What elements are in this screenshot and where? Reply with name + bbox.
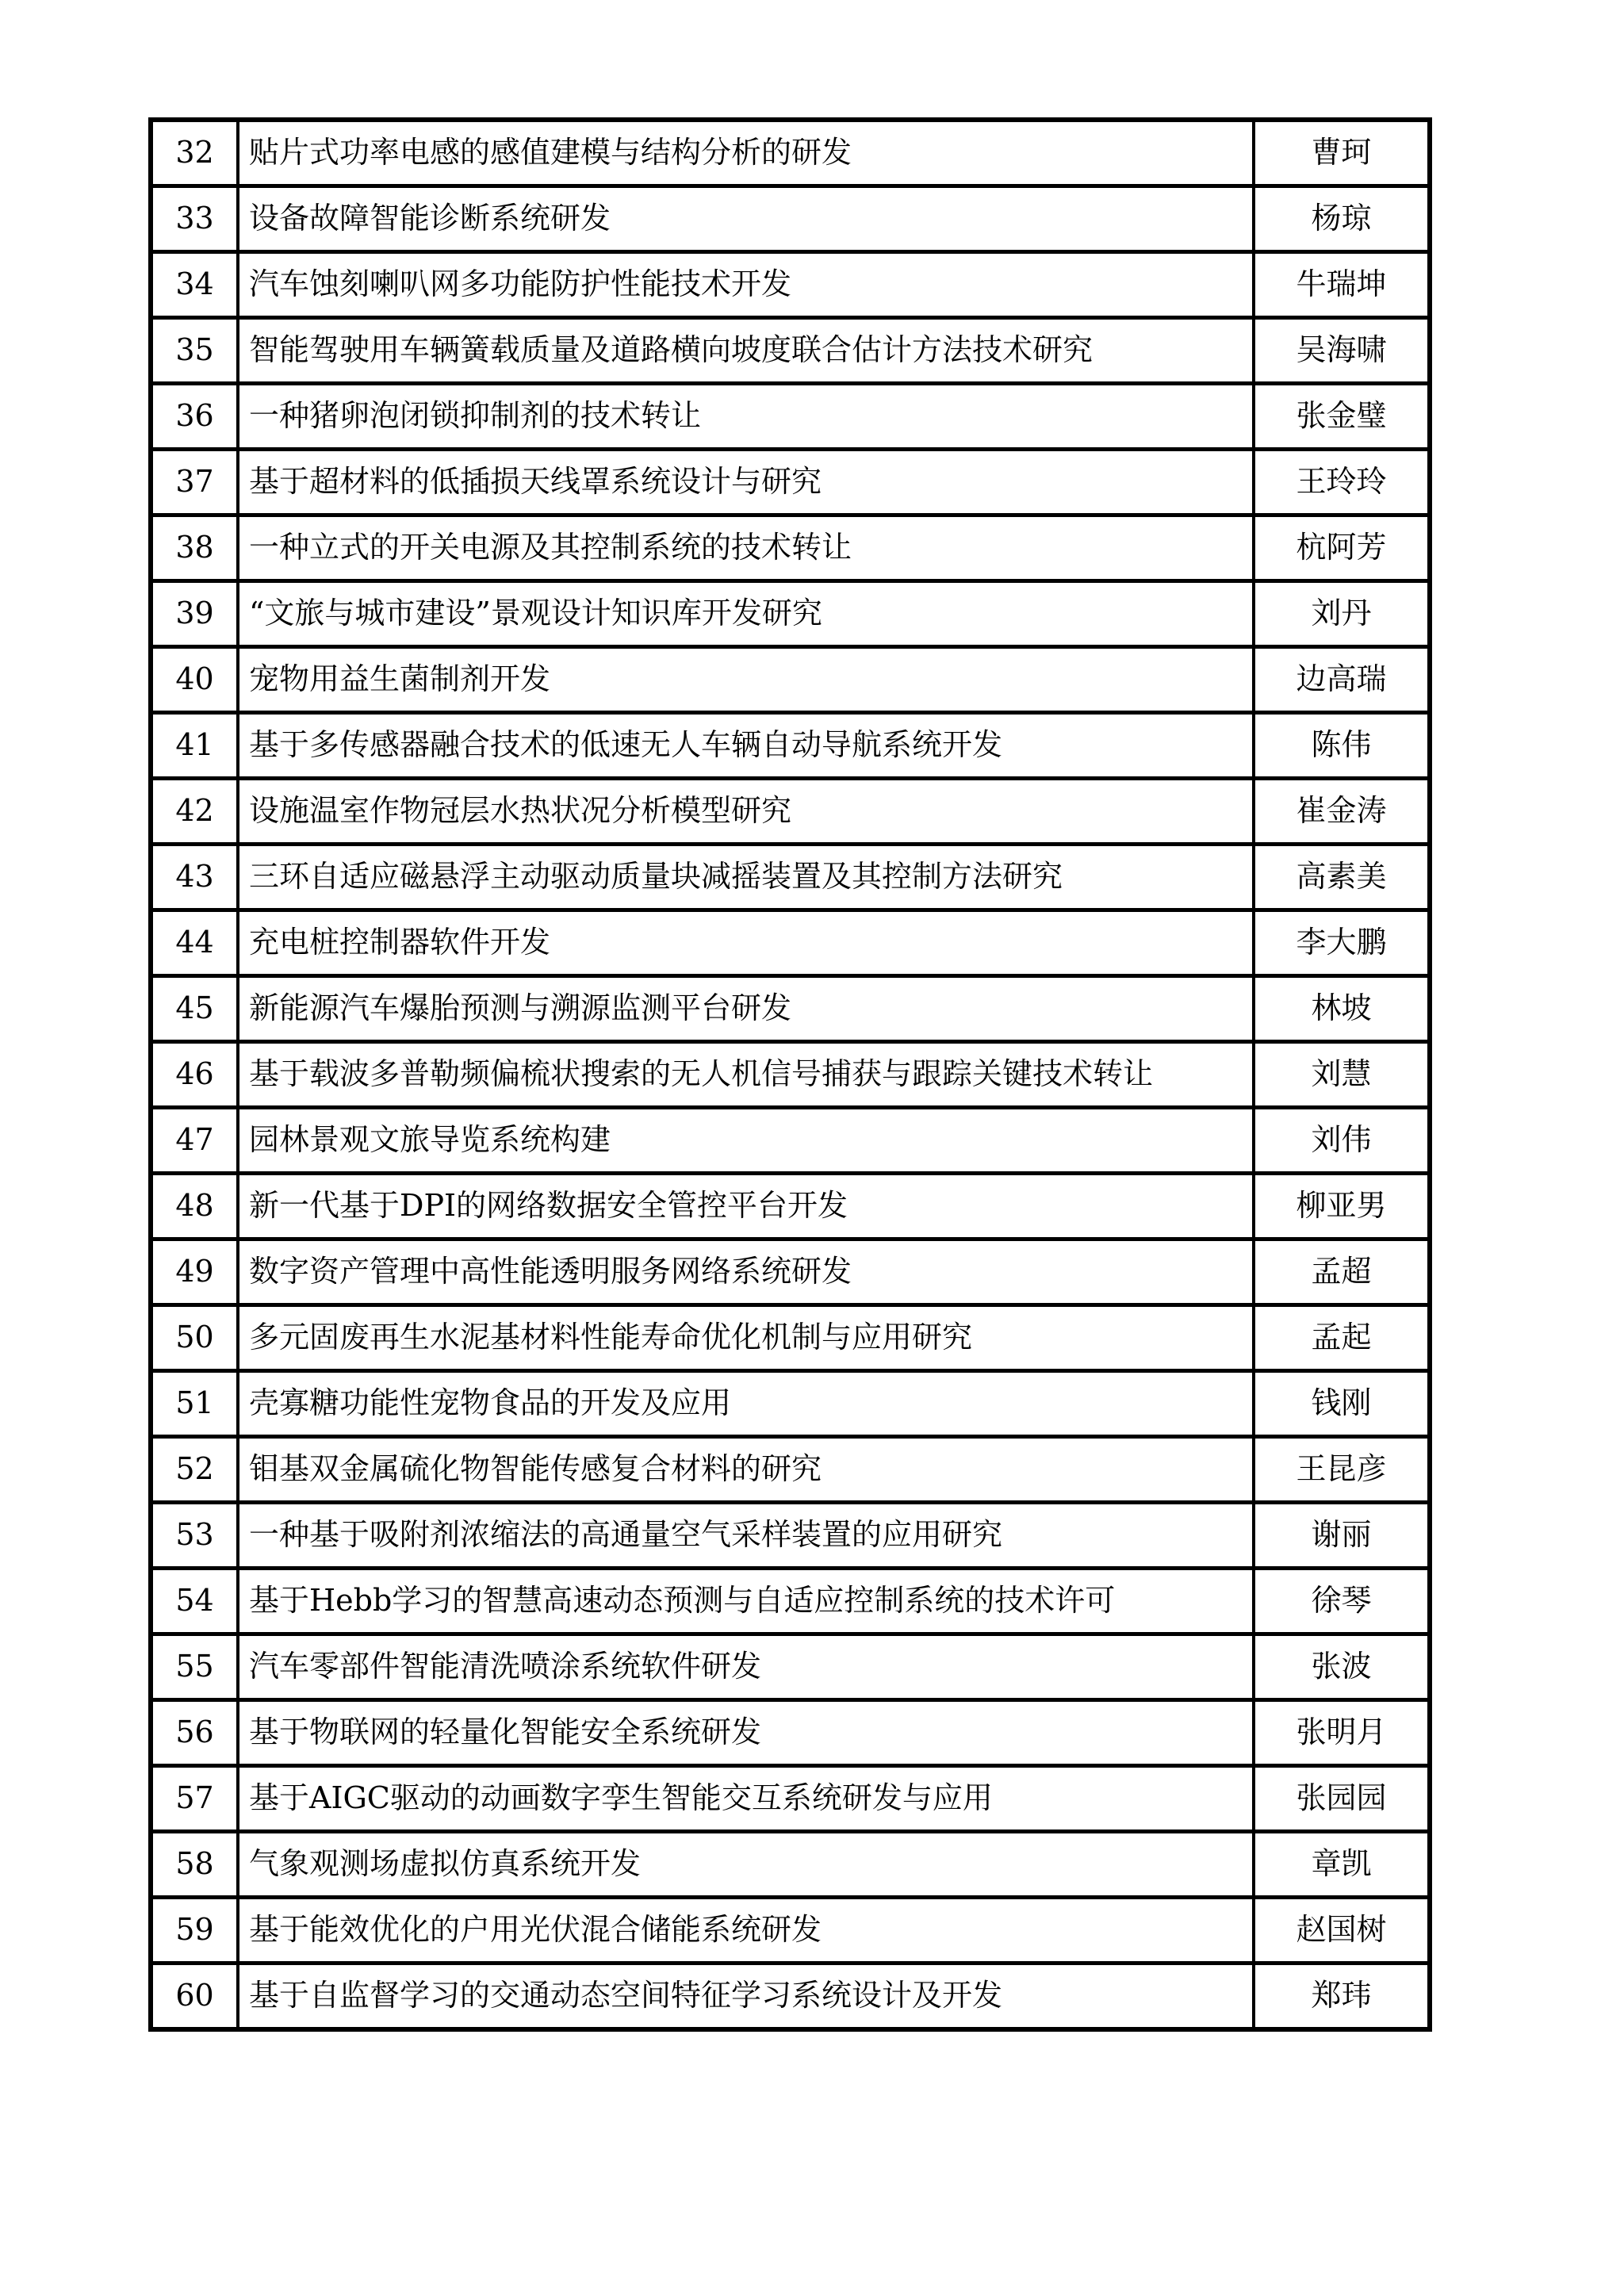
table-row: [151, 1371, 1430, 1437]
project-title-cell: 一种基于吸附剂浓缩法的高通量空气采样装置的应用研究: [238, 1503, 1254, 1569]
project-title-cell: 智能驾驶用车辆簧载质量及道路横向坡度联合估计方法技术研究: [238, 318, 1254, 384]
owner-name-cell: 钱刚: [1254, 1371, 1430, 1437]
project-title-cell: 汽车零部件智能清洗喷涂系统软件研发: [238, 1634, 1254, 1700]
table-row: [151, 318, 1430, 384]
row-number-cell: 57: [151, 1766, 238, 1832]
project-title-cell: 宠物用益生菌制剂开发: [238, 647, 1254, 713]
owner-name-cell: 徐琴: [1254, 1569, 1430, 1634]
table-row: [151, 976, 1430, 1042]
owner-name-cell: 牛瑞坤: [1254, 252, 1430, 318]
table-row: [151, 450, 1430, 515]
owner-name-cell: 张金璧: [1254, 384, 1430, 450]
row-number-cell: 42: [151, 779, 238, 845]
row-number-cell: 56: [151, 1700, 238, 1766]
owner-name-cell: 刘伟: [1254, 1108, 1430, 1174]
row-number-cell: 49: [151, 1239, 238, 1305]
table-row: [151, 1108, 1430, 1174]
table-row: [151, 1634, 1430, 1700]
row-number-cell: 39: [151, 581, 238, 647]
table-row: [151, 384, 1430, 450]
owner-name-cell: 杨琼: [1254, 186, 1430, 252]
project-title-cell: 贴片式功率电感的感值建模与结构分析的研发: [238, 120, 1254, 186]
projects-table-body: [151, 120, 1430, 2029]
project-title-cell: 新一代基于DPI的网络数据安全管控平台开发: [238, 1174, 1254, 1239]
row-number-cell: 48: [151, 1174, 238, 1239]
owner-name-cell: 章凯: [1254, 1832, 1430, 1898]
row-number-cell: 43: [151, 845, 238, 910]
table-row: [151, 1239, 1430, 1305]
project-title-cell: 钼基双金属硫化物智能传感复合材料的研究: [238, 1437, 1254, 1503]
project-title-cell: 气象观测场虚拟仿真系统开发: [238, 1832, 1254, 1898]
project-title-cell: 基于Hebb学习的智慧高速动态预测与自适应控制系统的技术许可: [238, 1569, 1254, 1634]
table-row: [151, 1174, 1430, 1239]
table-row: [151, 1898, 1430, 1964]
row-number-cell: 36: [151, 384, 238, 450]
row-number-cell: 54: [151, 1569, 238, 1634]
project-title-cell: 基于载波多普勒频偏梳状搜索的无人机信号捕获与跟踪关键技术转让: [238, 1042, 1254, 1108]
owner-name-cell: 崔金涛: [1254, 779, 1430, 845]
owner-name-cell: 杭阿芳: [1254, 515, 1430, 581]
table-row: [151, 713, 1430, 779]
row-number-cell: 34: [151, 252, 238, 318]
row-number-cell: 59: [151, 1898, 238, 1964]
project-title-cell: 设施温室作物冠层水热状况分析模型研究: [238, 779, 1254, 845]
owner-name-cell: 柳亚男: [1254, 1174, 1430, 1239]
project-title-cell: 多元固废再生水泥基材料性能寿命优化机制与应用研究: [238, 1305, 1254, 1371]
table-row: [151, 252, 1430, 318]
table-row: [151, 1437, 1430, 1503]
row-number-cell: 32: [151, 120, 238, 186]
row-number-cell: 45: [151, 976, 238, 1042]
row-number-cell: 47: [151, 1108, 238, 1174]
owner-name-cell: 孟超: [1254, 1239, 1430, 1305]
owner-name-cell: 王玲玲: [1254, 450, 1430, 515]
table-row: [151, 1569, 1430, 1634]
row-number-cell: 60: [151, 1964, 238, 2030]
owner-name-cell: 曹珂: [1254, 120, 1430, 186]
table-row: [151, 845, 1430, 910]
owner-name-cell: 郑玮: [1254, 1964, 1430, 2030]
row-number-cell: 44: [151, 910, 238, 976]
row-number-cell: 41: [151, 713, 238, 779]
owner-name-cell: 刘丹: [1254, 581, 1430, 647]
row-number-cell: 52: [151, 1437, 238, 1503]
projects-table: [148, 117, 1432, 2032]
table-row: [151, 1503, 1430, 1569]
owner-name-cell: 吴海啸: [1254, 318, 1430, 384]
project-title-cell: 三环自适应磁悬浮主动驱动质量块减摇装置及其控制方法研究: [238, 845, 1254, 910]
owner-name-cell: 王昆彦: [1254, 1437, 1430, 1503]
project-title-cell: 基于超材料的低插损天线罩系统设计与研究: [238, 450, 1254, 515]
project-title-cell: 壳寡糖功能性宠物食品的开发及应用: [238, 1371, 1254, 1437]
project-title-cell: 充电桩控制器软件开发: [238, 910, 1254, 976]
owner-name-cell: 高素美: [1254, 845, 1430, 910]
row-number-cell: 37: [151, 450, 238, 515]
row-number-cell: 35: [151, 318, 238, 384]
project-title-cell: 新能源汽车爆胎预测与溯源监测平台研发: [238, 976, 1254, 1042]
table-row: [151, 120, 1430, 186]
row-number-cell: 58: [151, 1832, 238, 1898]
project-title-cell: 数字资产管理中高性能透明服务网络系统研发: [238, 1239, 1254, 1305]
row-number-cell: 51: [151, 1371, 238, 1437]
project-title-cell: 基于自监督学习的交通动态空间特征学习系统设计及开发: [238, 1964, 1254, 2030]
table-row: [151, 647, 1430, 713]
owner-name-cell: 张园园: [1254, 1766, 1430, 1832]
project-title-cell: 汽车蚀刻喇叭网多功能防护性能技术开发: [238, 252, 1254, 318]
project-title-cell: 基于AIGC驱动的动画数字孪生智能交互系统研发与应用: [238, 1766, 1254, 1832]
project-title-cell: 园林景观文旅导览系统构建: [238, 1108, 1254, 1174]
row-number-cell: 46: [151, 1042, 238, 1108]
owner-name-cell: 林坡: [1254, 976, 1430, 1042]
owner-name-cell: 谢丽: [1254, 1503, 1430, 1569]
project-title-cell: 一种猪卵泡闭锁抑制剂的技术转让: [238, 384, 1254, 450]
row-number-cell: 40: [151, 647, 238, 713]
table-row: [151, 1766, 1430, 1832]
project-title-cell: 基于能效优化的户用光伏混合储能系统研发: [238, 1898, 1254, 1964]
table-row: [151, 1305, 1430, 1371]
row-number-cell: 33: [151, 186, 238, 252]
row-number-cell: 55: [151, 1634, 238, 1700]
project-title-cell: 一种立式的开关电源及其控制系统的技术转让: [238, 515, 1254, 581]
table-row: [151, 1964, 1430, 2030]
table-row: [151, 1832, 1430, 1898]
row-number-cell: 50: [151, 1305, 238, 1371]
project-title-cell: 设备故障智能诊断系统研发: [238, 186, 1254, 252]
owner-name-cell: 陈伟: [1254, 713, 1430, 779]
table-row: [151, 779, 1430, 845]
owner-name-cell: 张波: [1254, 1634, 1430, 1700]
table-row: [151, 1700, 1430, 1766]
owner-name-cell: 刘慧: [1254, 1042, 1430, 1108]
project-title-cell: “文旅与城市建设”景观设计知识库开发研究: [238, 581, 1254, 647]
table-row: [151, 515, 1430, 581]
table-row: [151, 186, 1430, 252]
owner-name-cell: 边高瑞: [1254, 647, 1430, 713]
owner-name-cell: 赵国树: [1254, 1898, 1430, 1964]
table-row: [151, 581, 1430, 647]
owner-name-cell: 张明月: [1254, 1700, 1430, 1766]
owner-name-cell: 孟起: [1254, 1305, 1430, 1371]
table-row: [151, 910, 1430, 976]
project-title-cell: 基于物联网的轻量化智能安全系统研发: [238, 1700, 1254, 1766]
project-title-cell: 基于多传感器融合技术的低速无人车辆自动导航系统开发: [238, 713, 1254, 779]
owner-name-cell: 李大鹏: [1254, 910, 1430, 976]
row-number-cell: 53: [151, 1503, 238, 1569]
table-row: [151, 1042, 1430, 1108]
row-number-cell: 38: [151, 515, 238, 581]
